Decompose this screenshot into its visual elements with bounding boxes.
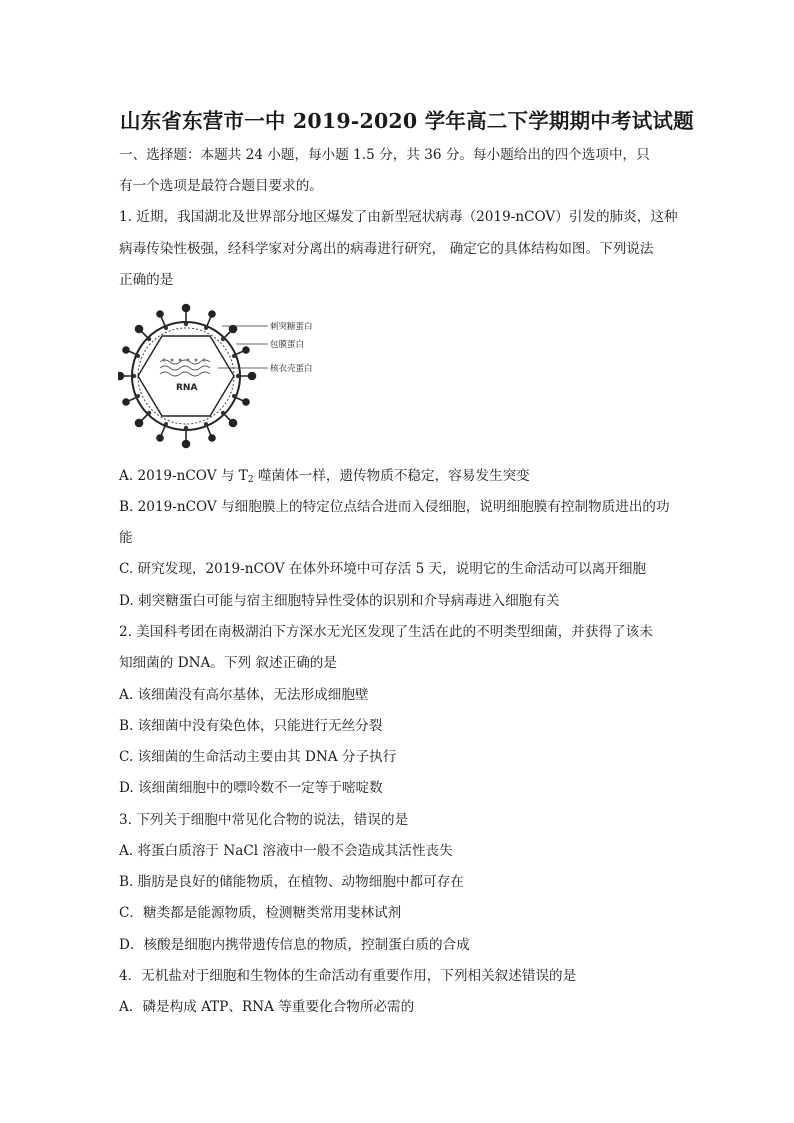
q3-option-b: B. 脂肪是良好的储能物质，在植物、动物细胞中都可存在 (119, 874, 464, 890)
label-envelope-protein: 包膜蛋白 (270, 340, 305, 350)
q2-option-b: B. 该细菌中没有染色体，只能进行无丝分裂 (119, 718, 383, 734)
q1-stem-line-2: 病毒传染性极强，经科学家对分离出的病毒进行研究， 确定它的具体结构如图。下列说法 (119, 241, 654, 257)
q1-option-a-text-1: A. 2019-nCOV 与 T (119, 468, 248, 484)
label-spike-glycoprotein: 刺突糖蛋白 (270, 322, 313, 332)
virus-diagram (118, 302, 368, 452)
q1-stem-line-3: 正确的是 (119, 272, 174, 288)
virus-structure-figure (118, 302, 368, 452)
q3-option-d: D．核酸是细胞内携带遗传信息的物质，控制蛋白质的合成 (119, 937, 470, 953)
q2-option-a: A. 该细菌没有高尔基体，无法形成细胞壁 (119, 687, 369, 703)
label-nucleocapsid-protein: 核衣壳蛋白 (270, 364, 313, 374)
q3-option-c: C．糖类都是能源物质，检测糖类常用斐林试剂 (119, 905, 402, 921)
section-intro-line-1: 一、选择题：本题共 24 小题，每小题 1.5 分，共 36 分。每小题给出的四个选项中，只 (119, 147, 650, 163)
q3-option-a: A. 将蛋白质溶于 NaCl 溶液中一般不会造成其活性丧失 (119, 843, 453, 859)
rna-label: RNA (176, 383, 198, 393)
q4-stem: 4．无机盐对于细胞和生物体的生命活动有重要作用，下列相关叙述错误的是 (119, 968, 577, 984)
q1-option-a-text-2: 噬菌体一样，遗传物质不稳定，容易发生突变 (253, 468, 530, 484)
q3-stem: 3. 下列关于细胞中常见化合物的说法，错误的是 (119, 812, 409, 828)
q2-option-c: C. 该细菌的生命活动主要由其 DNA 分子执行 (119, 749, 397, 765)
section-intro-line-2: 有一个选项是最符合题目要求的。 (119, 178, 323, 194)
q2-stem-line-1: 2. 美国科考团在南极湖泊下方深水无光区发现了生活在此的不明类型细菌，并获得了该未 (119, 624, 653, 640)
q1-option-b-line-2: 能 (119, 530, 133, 546)
q1-option-d: D. 刺突糖蛋白可能与宿主细胞特异性受体的识别和介导病毒进入细胞有关 (119, 593, 560, 609)
q1-option-b-line-1: B. 2019-nCOV 与细胞膜上的特定位点结合进而入侵细胞，说明细胞膜有控制物质进出的功 (119, 499, 670, 515)
exam-title: 山东省东营市一中 2019-2020 学年高二下学期期中考试试题 (120, 109, 694, 133)
q1-option-a-subscript: 2 (247, 475, 254, 485)
q2-stem-line-2: 知细菌的 DNA。下列 叙述正确的是 (119, 655, 337, 671)
q1-option-c: C. 研究发现，2019-nCOV 在体外环境中可存活 5 天，说明它的生命活动可以离开细胞 (119, 561, 647, 577)
q1-stem-line-1: 1. 近期，我国湖北及世界部分地区爆发了由新型冠状病毒（2019-nCOV）引发的肺炎，这种 (119, 209, 678, 225)
q1-option-a (119, 467, 530, 489)
q4-option-a: A．磷是构成 ATP、RNA 等重要化合物所必需的 (119, 999, 415, 1015)
q2-option-d: D. 该细菌细胞中的嘌呤数不一定等于嘧啶数 (119, 780, 383, 796)
